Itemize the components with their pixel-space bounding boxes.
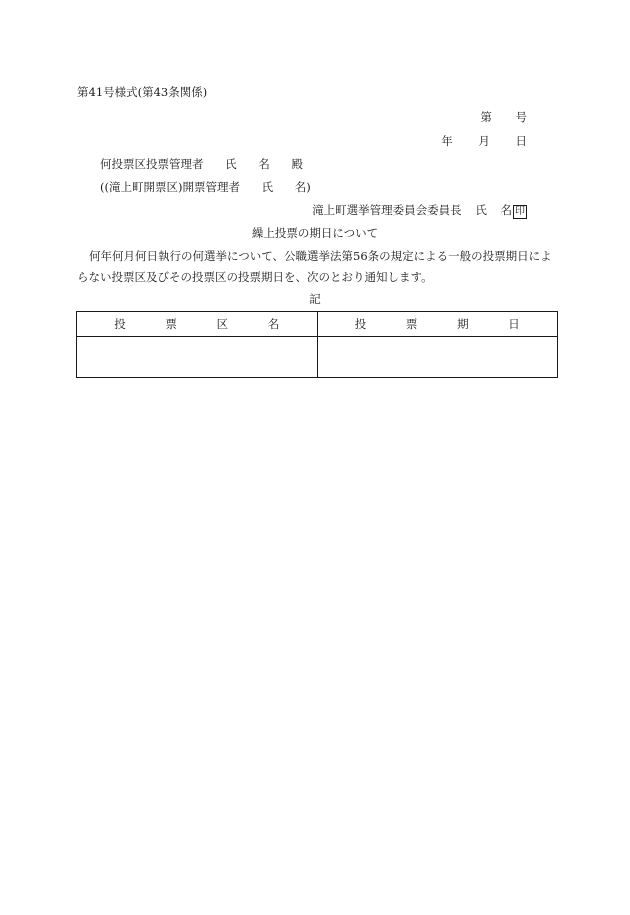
table-header-row (77, 312, 558, 337)
date-line: 年 月 日 (441, 134, 527, 148)
addressee-counting-manager: ((滝上町開票区)開票管理者 氏 名) (100, 180, 311, 194)
sender-line (312, 202, 527, 219)
header-voting-date: 投 票 期 日 (317, 312, 558, 337)
seal-mark: 印 (515, 206, 525, 217)
ki-heading: 記 (309, 292, 321, 306)
cell-voting-date (317, 337, 558, 378)
cell-voting-district (77, 337, 318, 378)
addressee-voting-manager: 何投票区投票管理者 氏 名 殿 (100, 157, 303, 171)
document-number-line: 第 号 (480, 110, 527, 124)
polling-schedule-table (76, 311, 558, 378)
header-voting-district: 投 票 区 名 (77, 312, 318, 337)
form-title: 第41号様式(第43条関係) (77, 85, 208, 99)
sender-name: 滝上町選挙管理委員会委員長 氏 名 (312, 203, 512, 217)
table-row (77, 337, 558, 378)
subject-heading: 繰上投票の期日について (251, 226, 379, 240)
notice-body: 何年何月何日執行の何選挙について、公職選挙法第56条の規定による一般の投票期日によらない投票区及びその投票区の投票期日を、次のとおり通知します。 (77, 249, 552, 284)
